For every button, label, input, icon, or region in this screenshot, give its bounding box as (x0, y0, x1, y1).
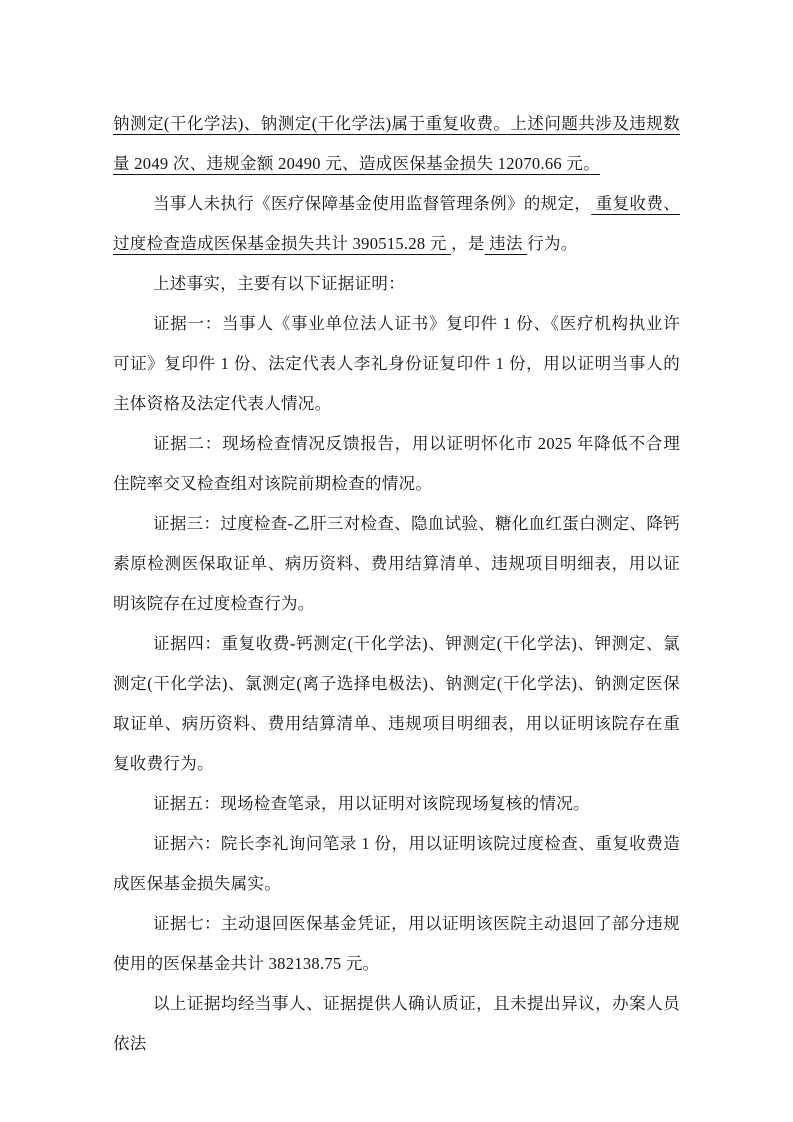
text-segment: 行为。 (527, 234, 578, 253)
text-segment: 证据七：主动退回医保基金凭证，用以证明该医院主动退回了部分违规使用的医保基金共计 382138.75 元。 (113, 914, 680, 973)
text-segment: 证据一：当事人《事业单位法人证书》复印件 1 份、《医疗机构执业许可证》复印件 1 份、法定代表人李礼身份证复印件 1 份，用以证明当事人的主体资格及法定代表人情况。 (113, 314, 680, 413)
underlined-text-segment: 违法 (484, 234, 528, 253)
paragraph (113, 824, 680, 904)
paragraph (113, 504, 680, 624)
text-segment: 证据五：现场检查笔录，用以证明对该院现场复核的情况。 (153, 794, 590, 813)
text-segment: ，是 (451, 234, 485, 253)
paragraph (113, 264, 680, 304)
text-segment: 证据六：院长李礼询问笔录 1 份，用以证明该院过度检查、重复收费造成医保基金损失属实。 (113, 834, 680, 893)
text-segment: 以上证据均经当事人、证据提供人确认质证，且未提出异议，办案人员依法 (113, 994, 680, 1053)
paragraph (113, 984, 680, 1064)
underlined-text-segment: 钠测定(干化学法)、钠测定(干化学法)属于重复收费。上述问题共涉及违规数量 2049 次、违规金额 20490 元、造成医保基金损失 12070.66 元。 (113, 114, 680, 173)
paragraph (113, 424, 680, 504)
paragraph (113, 784, 680, 824)
text-segment: 证据三：过度检查-乙肝三对检查、隐血试验、糖化血红蛋白测定、降钙素原检测医保取证单、病历资料、费用结算清单、违规项目明细表，用以证明该院存在过度检查行为。 (113, 514, 680, 613)
paragraph (113, 184, 680, 264)
underlined-text-segment: 重复收费、过度检查造成医保基金损失共计 390515.28 元 (113, 194, 680, 253)
paragraph (113, 304, 680, 424)
text-segment: 证据二：现场检查情况反馈报告，用以证明怀化市 2025 年降低不合理住院率交叉检查组对该院前期检查的情况。 (113, 434, 680, 493)
text-segment: 证据四：重复收费-钙测定(干化学法)、钾测定(干化学法)、钾测定、氯测定(干化学法)、氯测定(离子选择电极法)、钠测定(干化学法)、钠测定医保取证单、病历资料、费用结算清单、违规项目明细表，用以证明该院存在重复收费行为。 (113, 634, 680, 773)
document-body (113, 104, 680, 1064)
paragraph (113, 904, 680, 984)
paragraph (113, 104, 680, 184)
text-segment: 当事人未执行《医疗保障基金使用监督管理条例》的规定， (153, 194, 592, 213)
text-segment: 上述事实，主要有以下证据证明： (153, 274, 405, 293)
paragraph (113, 624, 680, 784)
